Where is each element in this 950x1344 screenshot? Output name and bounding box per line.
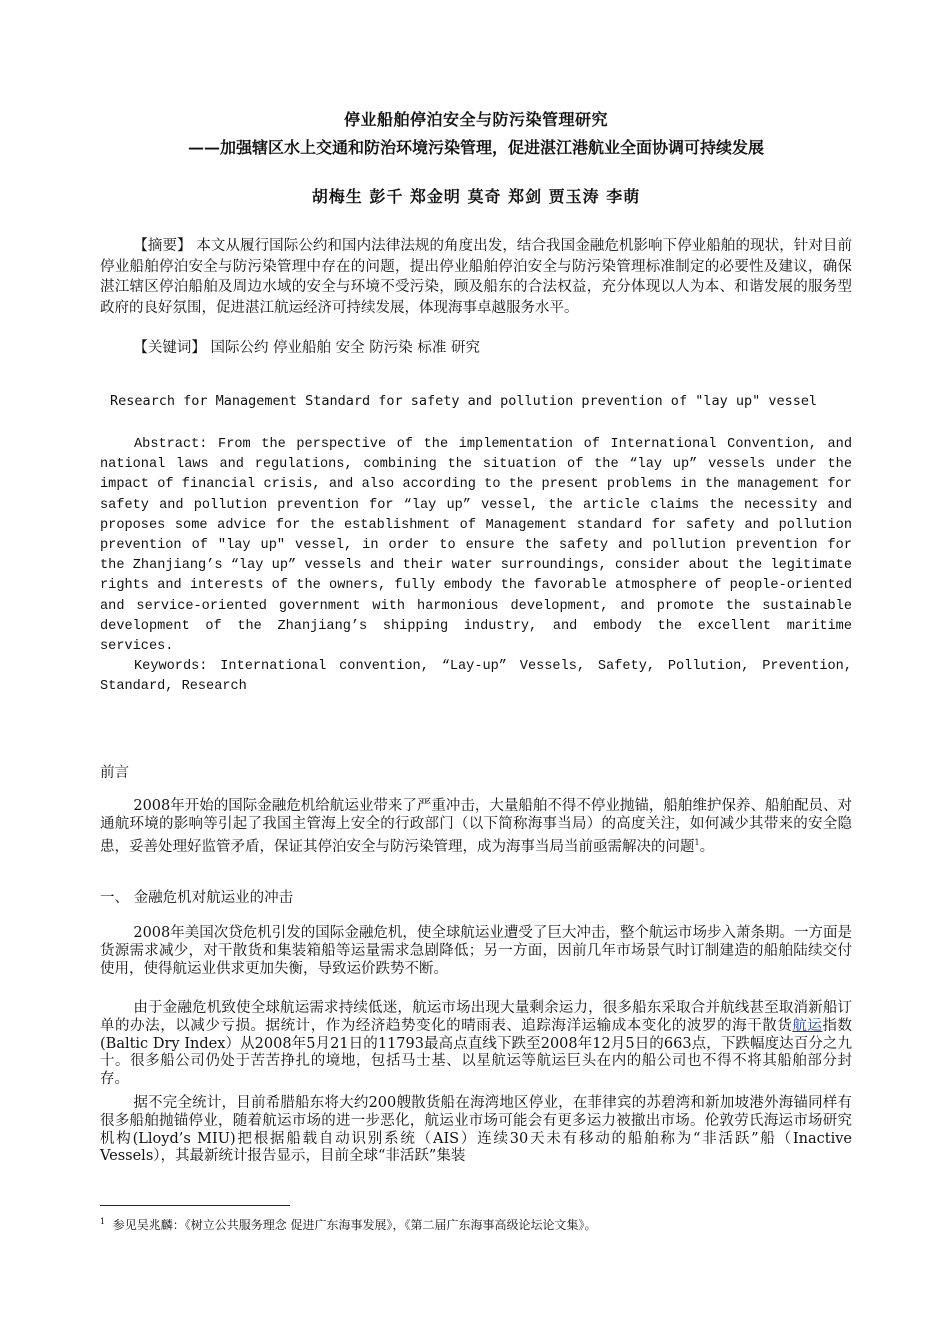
abstract-zh: 【摘要】 本文从履行国际公约和国内法律法规的角度出发，结合我国金融危机影响下停业船舶的现状，针对目前停业船舶停泊安全与防污染管理中存在的问题，提出停业船舶停泊安全与防污染管理标准制定的必要性及建议，确保湛江辖区停泊船舶及周边水域的安全与环境不受污染，顾及船东的合法权益，充分体现以人为本、和谐发展的服务型政府的良好氛围，促进湛江航运经济可持续发展，体现海事卓越服务水平。 [100, 238, 852, 316]
section-1-heading: 一、 金融危机对航运业的冲击 [100, 890, 294, 906]
section-1-paragraph-3: 据不完全统计，目前希腊船东将大约200艘散货船在海湾地区停业，在菲律宾的苏碧湾和新加坡港外海锚同样有很多船舶抛锚停业，随着航运市场的进一步恶化，航运业市场可能会有更多运力被撤出市场。伦敦劳氏海运市场研究机构(Lloyd’s MIU)把根据船载自动识别系统（AIS）连续30天未有移动的船舶称为“非活跃”船（Inactive Vessels），其最新统计报告显示，目前全球“非活跃”集装 [100, 1095, 852, 1165]
author-list: 胡梅生 彭千 郑金明 莫奇 郑剑 贾玉涛 李萌 [311, 187, 641, 206]
paper-subtitle: ——加强辖区水上交通和防治环境污染管理，促进湛江港航业全面协调可持续发展 [187, 138, 764, 157]
english-title: Research for Management Standard for safety and pollution prevention of "lay up" vessel [110, 393, 818, 409]
preface-text-end: 。 [699, 838, 715, 855]
footnote-ref[interactable]: 1 [694, 837, 700, 847]
preface-paragraph [100, 798, 852, 856]
abstract-en-block [100, 435, 852, 698]
section-1-paragraph-2 [100, 1000, 852, 1089]
footnote [100, 1216, 597, 1233]
keywords-zh: 【关键词】 国际公约 停业船舶 安全 防污染 标准 研究 [133, 340, 480, 356]
footnote-separator [100, 1205, 290, 1206]
para2-text-before: 由于金融危机致使全球航运需求持续低迷，航运市场出现大量剩余运力，很多船东采取合并航线甚至取消新船订单的办法，以减少亏损。据统计，作为经济趋势变化的晴雨表、追踪海洋运输成本变化的波罗的海干散货 [100, 1000, 852, 1034]
keywords-en: Keywords: International convention, “Lay-up” Vessels, Safety, Pollution, Prevention, Standard, Research [100, 659, 852, 695]
para2-text-after: 指数(Baltic Dry Index）从2008年5月21日的11793最高点直线下跌至2008年12月5日的663点，下跌幅度达百分之九十。很多船公司仍处于苦苦挣扎的境地，包括马士基、以星航运等航运巨头在内的船公司也不得不将其船舶部分封存。 [100, 1017, 853, 1088]
abstract-en: Abstract: From the perspective of the implementation of International Convention, and national laws and regulations, combining the situation of the “lay up” vessels under the impact of financial crisis, and also according to the present problems in the management for safety and pollution prevention for “lay up” vessel, the article claims the necessity and proposes some advice for the establishment of Management standard for safety and pollution prevention of "lay up" vessel, in order to ensure the safety and pollution prevention for the Zhanjiang’s “lay up” vessels and their water surroundings, consider about the legitimate rights and interests of the owners, fully embody the favorable atmosphere of people-oriented and service-oriented government with harmonious development, and promote the sustainable development of the Zhanjiang’s shipping industry, and embody the excellent maritime services. [100, 437, 852, 655]
preface-heading: 前言 [100, 765, 129, 781]
preface-text: 2008年开始的国际金融危机给航运业带来了严重冲击，大量船舶不得不停业抛锚，船舶维护保养、船舶配员、对通航环境的影响等引起了我国主管海上安全的行政部门（以下简称海事当局）的高度关注，如何减少其带来的安全隐患，妥善处理好监管矛盾，保证其停泊安全与防污染管理，成为海事当局当前亟需解决的问题 [100, 798, 852, 855]
paper-title: 停业船舶停泊安全与防污染管理研究 [343, 110, 608, 129]
section-1-paragraph-1: 2008年美国次贷危机引发的国际金融危机，使全球航运业遭受了巨大冲击，整个航运市场步入萧条期。一方面是货源需求减少，对干散货和集装箱船等运量需求急剧降低；另一方面，因前几年市场景气时订制建造的船舶陆续交付使用，使得航运业供求更加失衡，导致运价跌势不断。 [100, 925, 852, 977]
footnote-text: 参见吴兆麟：《树立公共服务理念 促进广东海事发展》，《第二届广东海事高级论坛论文集》。 [112, 1218, 597, 1232]
footnote-number: 1 [100, 1217, 106, 1226]
shipping-link[interactable]: 航运 [792, 1017, 823, 1034]
